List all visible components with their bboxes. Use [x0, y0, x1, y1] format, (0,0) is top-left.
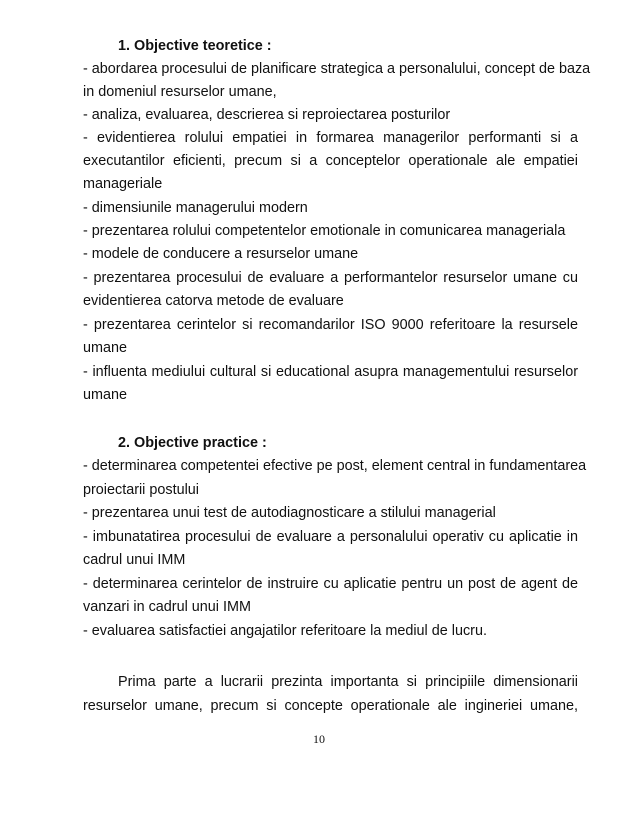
text-line: - imbunatatirea procesului de evaluare a personalului operativ cu aplicatie in: [83, 529, 578, 545]
text-line: - prezentarea rolului competentelor emotionale in comunicarea manageriala: [83, 223, 566, 239]
text-line: proiectarii postului: [83, 482, 199, 498]
text-line: - evidentierea rolului empatiei in formarea managerilor performanti si a: [83, 130, 578, 146]
section-heading-practical: 2. Objective practice :: [118, 435, 267, 451]
section-heading-theoretical: 1. Objective teoretice :: [118, 38, 272, 54]
text-line: - determinarea cerintelor de instruire cu aplicatie pentru un post de agent de: [83, 576, 578, 592]
text-line: umane: [83, 387, 128, 403]
text-line: - dimensiunile managerului modern: [83, 200, 308, 216]
page-number: 10: [313, 732, 325, 746]
text-line: - determinarea competentei efective pe post, element central in fundamentarea: [83, 458, 587, 474]
text-line: - prezentarea unui test de autodiagnosticare a stilului managerial: [83, 505, 496, 521]
paragraph-line: Prima parte a lucrarii prezinta importanta si principiile dimensionarii: [118, 674, 578, 690]
text-line: - abordarea procesului de planificare strategica a personalului, concept de baza: [83, 61, 591, 77]
text-line: - prezentarea cerintelor si recomandarilor ISO 9000 referitoare la resursele: [83, 317, 578, 333]
paragraph-line: resurselor umane, precum si concepte operationale ale ingineriei umane,: [83, 698, 578, 714]
text-line: - modele de conducere a resurselor umane: [83, 246, 359, 262]
text-line: - evaluarea satisfactiei angajatilor referitoare la mediul de lucru.: [83, 623, 487, 639]
text-line: vanzari in cadrul unui IMM: [83, 599, 251, 615]
text-line: - analiza, evaluarea, descrierea si reproiectarea posturilor: [83, 107, 451, 123]
text-line: executantilor eficienti, precum si a conceptelor operationale ale empatiei: [83, 153, 578, 169]
text-line: manageriale: [83, 176, 163, 192]
text-line: cadrul unui IMM: [83, 552, 186, 568]
text-line: evidentierea catorva metode de evaluare: [83, 293, 344, 309]
text-line: - influenta mediului cultural si educational asupra managementului resurselor: [83, 364, 578, 380]
text-line: umane: [83, 340, 128, 356]
text-line: - prezentarea procesului de evaluare a performantelor resurselor umane cu: [83, 270, 578, 286]
text-line: in domeniul resurselor umane,: [83, 84, 277, 100]
